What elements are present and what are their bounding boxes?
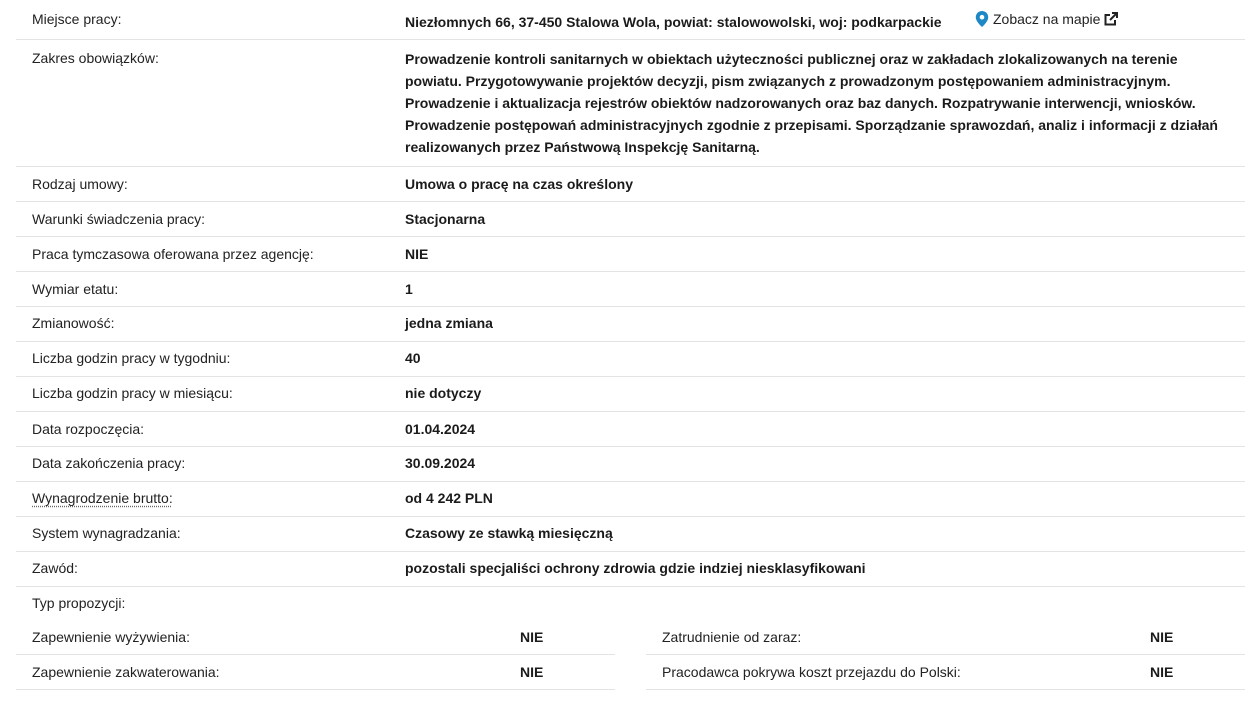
profession-value: pozostali specjaliści ochrony zdrowia gdzie indziej niesklasyfikowani bbox=[405, 560, 866, 576]
contract-label: Rodzaj umowy: bbox=[32, 176, 128, 192]
proposal-type-label: Typ propozycji: bbox=[32, 595, 126, 611]
row-duties bbox=[16, 40, 1245, 167]
fte-value: 1 bbox=[405, 281, 413, 297]
duties-label: Zakres obowiązków: bbox=[32, 50, 159, 66]
external-link-icon bbox=[1104, 12, 1118, 26]
profession-label: Zawód: bbox=[32, 560, 78, 576]
conditions-label: Warunki świadczenia pracy: bbox=[32, 211, 205, 227]
row-profession bbox=[16, 552, 1245, 587]
proposal-food bbox=[16, 620, 615, 655]
proposal-housing bbox=[16, 655, 615, 690]
immediate-value: NIE bbox=[1150, 629, 1174, 645]
hours-week-value: 40 bbox=[405, 350, 421, 366]
row-shifts bbox=[16, 307, 1245, 342]
row-salary-system bbox=[16, 517, 1245, 552]
end-date-value: 30.09.2024 bbox=[405, 455, 476, 471]
start-date-value: 01.04.2024 bbox=[405, 421, 476, 437]
row-start-date bbox=[16, 412, 1245, 447]
row-fte bbox=[16, 272, 1245, 307]
contract-value: Umowa o pracę na czas określony bbox=[405, 176, 633, 192]
workplace-value: Niezłomnych 66, 37-450 Stalowa Wola, powiat: stalowowolski, woj: podkarpackie bbox=[405, 14, 942, 30]
workplace-label: Miejsce pracy: bbox=[32, 11, 122, 27]
map-link-label[interactable]: Zobacz na mapie bbox=[993, 11, 1101, 27]
hours-month-label: Liczba godzin pracy w miesiącu: bbox=[32, 385, 233, 401]
fte-label: Wymiar etatu: bbox=[32, 281, 119, 297]
map-link[interactable] bbox=[975, 11, 1118, 27]
row-hours-week bbox=[16, 342, 1245, 377]
hours-month-value: nie dotyczy bbox=[405, 385, 482, 401]
salary-label[interactable]: Wynagrodzenie brutto: bbox=[32, 490, 173, 506]
hours-week-label: Liczba godzin pracy w tygodniu: bbox=[32, 350, 231, 366]
agency-value: NIE bbox=[405, 246, 429, 262]
salary-system-label: System wynagradzania: bbox=[32, 525, 181, 541]
row-agency bbox=[16, 237, 1245, 272]
conditions-value: Stacjonarna bbox=[405, 211, 486, 227]
map-pin-icon bbox=[975, 11, 989, 27]
row-contract bbox=[16, 167, 1245, 202]
agency-label: Praca tymczasowa oferowana przez agencję: bbox=[32, 246, 314, 262]
start-date-label: Data rozpoczęcia: bbox=[32, 421, 145, 437]
row-end-date bbox=[16, 447, 1245, 482]
end-date-label: Data zakończenia pracy: bbox=[32, 455, 186, 471]
row-salary bbox=[16, 482, 1245, 517]
food-label: Zapewnienie wyżywienia: bbox=[32, 629, 190, 645]
travel-value: NIE bbox=[1150, 664, 1174, 680]
row-conditions bbox=[16, 202, 1245, 237]
proposal-travel bbox=[646, 655, 1245, 690]
travel-label: Pracodawca pokrywa koszt przejazdu do Polski: bbox=[662, 664, 961, 680]
duties-value: Prowadzenie kontroli sanitarnych w obiektach użyteczności publicznej oraz w zakładach zlokalizowanych na terenie powiatu. Przygotowywanie projektów decyzji, pism związanych z prowadzonym postępowaniem administracyjnym. Prowadzenie i aktualizacja rejestrów obiektów nadzorowanych oraz baz danych. Rozpatrywanie interwencji, wniosków. Prowadzenie postępowań administracyjnych zgodnie z przepisami. Sporządzanie sprawozdań, analiz i informacji z działań realizowanych przez Państwową Inspekcję Sanitarną. bbox=[405, 51, 1218, 155]
shifts-label: Zmianowość: bbox=[32, 315, 115, 331]
row-workplace bbox=[16, 0, 1245, 40]
salary-system-value: Czasowy ze stawką miesięczną bbox=[405, 525, 613, 541]
housing-value: NIE bbox=[520, 664, 544, 680]
shifts-value: jedna zmiana bbox=[405, 315, 493, 331]
immediate-label: Zatrudnienie od zaraz: bbox=[662, 629, 802, 645]
food-value: NIE bbox=[520, 629, 544, 645]
proposal-immediate bbox=[646, 620, 1245, 655]
row-hours-month bbox=[16, 377, 1245, 412]
housing-label: Zapewnienie zakwaterowania: bbox=[32, 664, 220, 680]
salary-value: od 4 242 PLN bbox=[405, 490, 493, 506]
